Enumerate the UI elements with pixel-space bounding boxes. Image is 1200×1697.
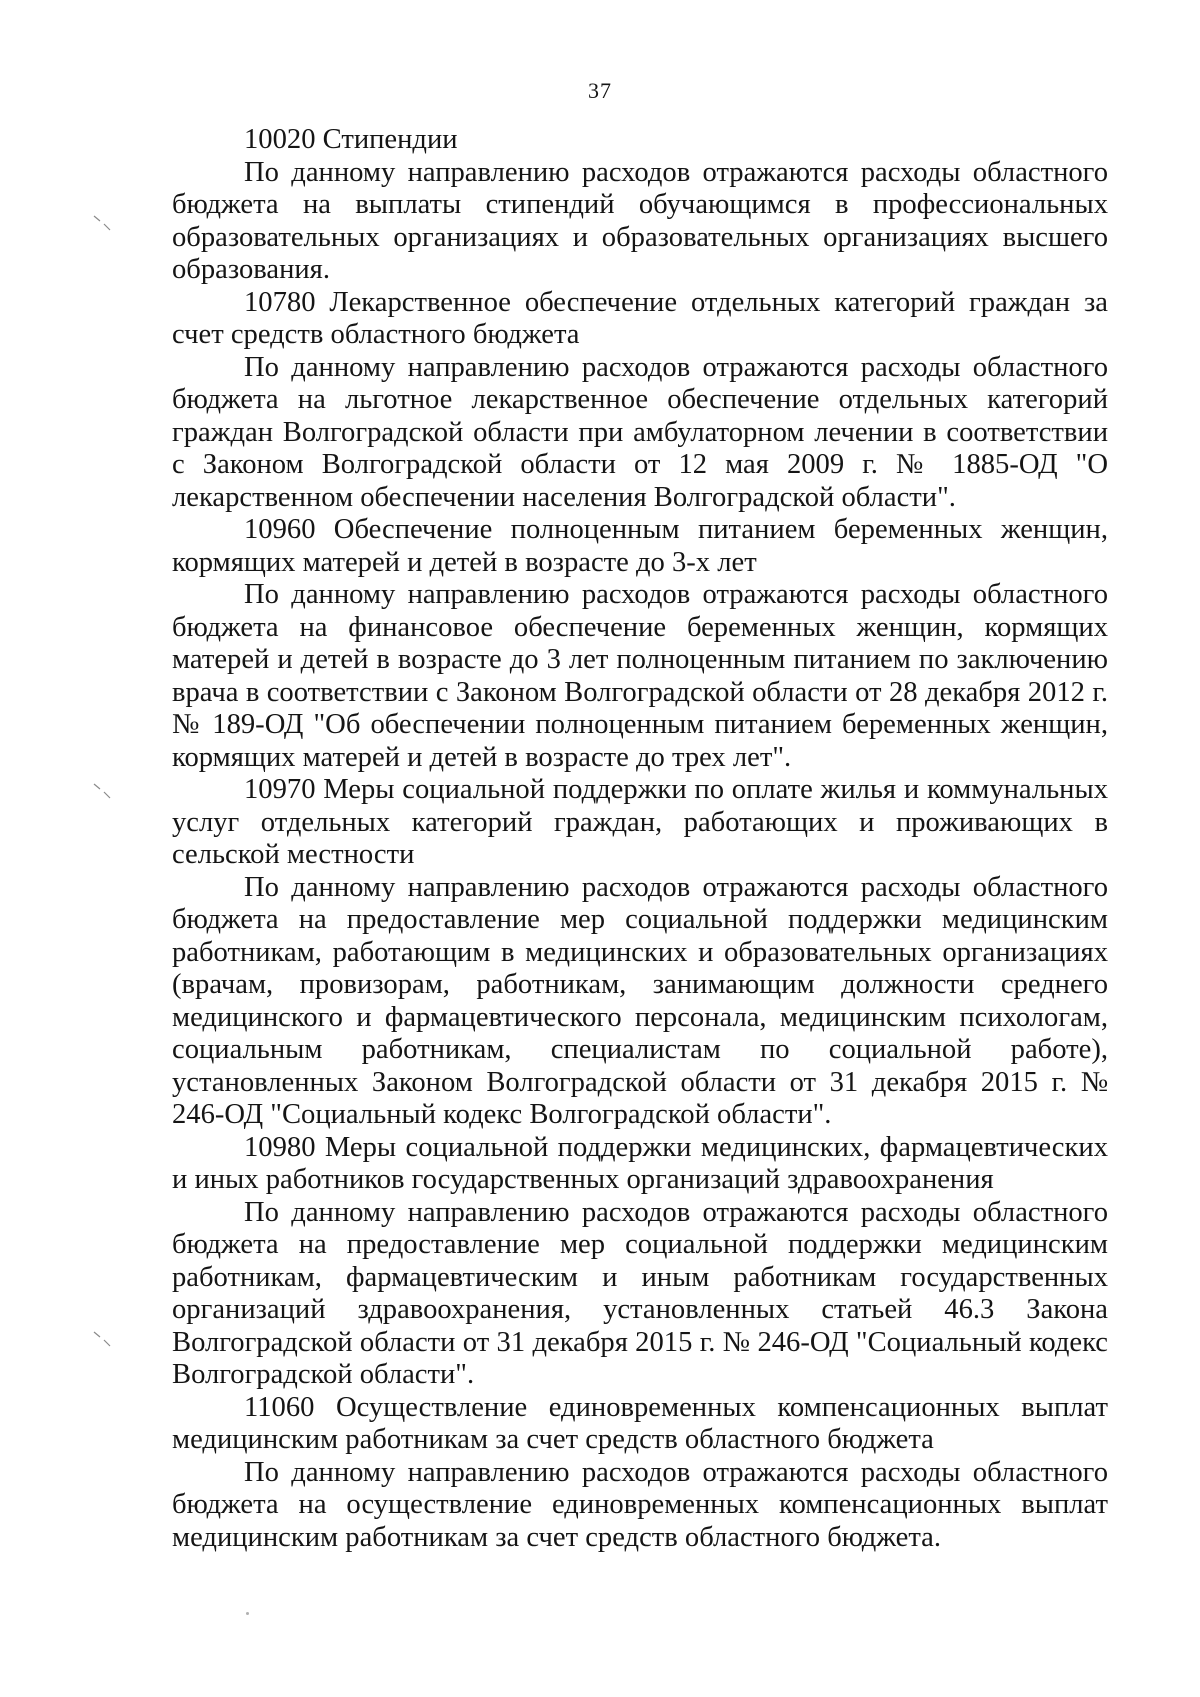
page-number: 37 [588,78,612,103]
scan-mark-icon [92,214,114,232]
section-heading-10780: 10780 Лекарственное обеспечение отдельных категорий граждан за счет средств областного бюджета [172,286,1108,350]
section-heading-10980: 10980 Меры социальной поддержки медицинских, фармацевтических и иных работников государственных организаций здравоохранения [172,1131,1108,1195]
section-text-10970: По данному направлению расходов отражаются расходы областного бюджета на предоставление мер социальной поддержки медицинским работникам, работающим в медицинских и образовательных организациях (врачам, провизорам, работникам, занимающим должности среднего медицинского и фармацевтического персонала, медицинским психологам, социальным работникам, специалистам по социальной работе), установленных Законом Волгоградской области от 31 декабря 2015 г. № 246-ОД "Социальный кодекс Волгоградской области". [172,871,1108,1130]
section-heading-10020: 10020 Стипендии [244,124,458,155]
section-heading-11060: 11060 Осуществление единовременных компенсационных выплат медицинским работникам за счет средств областного бюджета [172,1391,1108,1455]
document-body [172,124,1108,1554]
scan-dot [246,1612,249,1615]
section-text-10980: По данному направлению расходов отражаются расходы областного бюджета на предоставление мер социальной поддержки медицинским работникам, фармацевтическим и иным работникам государственных организаций здравоохранения, установленных статьей 46.3 Закона Волгоградской области от 31 декабря 2015 г. № 246-ОД "Социальный кодекс Волгоградской области". [172,1196,1108,1390]
section-text-10960: По данному направлению расходов отражаются расходы областного бюджета на финансовое обеспечение беременных женщин, кормящих матерей и детей в возрасте до 3 лет полноценным питанием по заключению врача в соответствии с Законом Волгоградской области от 28 декабря 2012 г. № 189-ОД "Об обеспечении полноценным питанием беременных женщин, кормящих матерей и детей в возрасте до трех лет". [172,579,1108,773]
section-heading-10960: 10960 Обеспечение полноценным питанием беременных женщин, кормящих матерей и детей в возрасте до 3-х лет [172,514,1108,578]
scan-mark-icon [92,1330,114,1348]
section-text-11060: По данному направлению расходов отражаются расходы областного бюджета на осуществление единовременных компенсационных выплат медицинским работникам за счет средств областного бюджета. [172,1456,1108,1553]
section-text-10020: По данному направлению расходов отражаются расходы областного бюджета на выплаты стипендий обучающимся в профессиональных образовательных организациях и образовательных организациях высшего образования. [172,156,1108,285]
section-text-10780: По данному направлению расходов отражаются расходы областного бюджета на льготное лекарственное обеспечение отдельных категорий граждан Волгоградской области при амбулаторном лечении в соответствии с Законом Волгоградской области от 12 мая 2009 г. № 1885-ОД "О лекарственном обеспечении населения Волгоградской области". [172,351,1108,513]
section-heading-10970: 10970 Меры социальной поддержки по оплате жилья и коммунальных услуг отдельных категорий граждан, работающих и проживающих в сельской местности [172,774,1108,870]
scan-mark-icon [92,782,114,800]
